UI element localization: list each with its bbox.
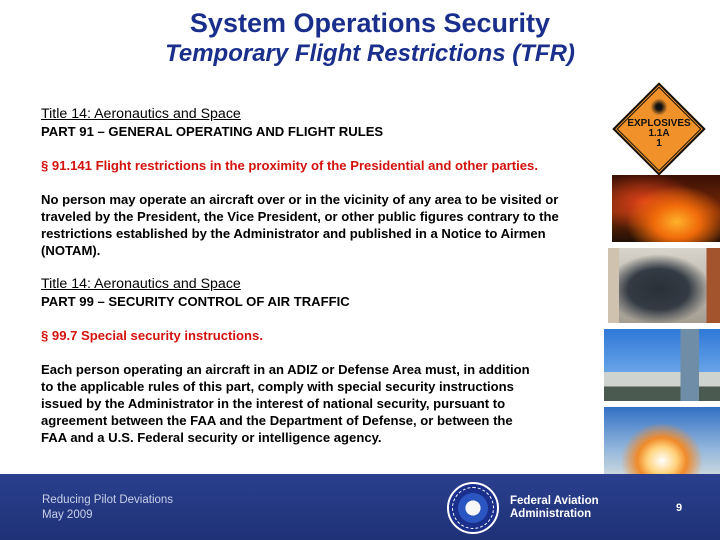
rule-91-141: § 91.141 Flight restrictions in the proximity of the Presidential and other parties.: [41, 158, 538, 173]
explosives-placard-image: [612, 82, 706, 176]
explosion-icon: [648, 98, 670, 116]
faa-name-line2: Administration: [510, 508, 592, 520]
faa-name: [510, 495, 599, 521]
un-building-image: [604, 329, 720, 401]
footer-date: May 2009: [42, 509, 93, 521]
part91-heading: PART 91 – GENERAL OPERATING AND FLIGHT RULES: [41, 124, 384, 139]
rule-99-7-text: Each person operating an aircraft in an ADIZ or Defense Area must, in addition to the applicable rules of this part, comply with special security instructions issued by the Administrator in the interest of national security, pursuant to agreement between the FAA and the Department of Defense, or between the FAA and a U.S. Federal security or intelligence agency.: [41, 362, 530, 445]
footer-presentation-title: Reducing Pilot Deviations: [42, 494, 174, 506]
footer-caption: [42, 493, 173, 523]
explosives-number: 1: [656, 138, 662, 149]
explosives-label: EXPLOSIVES: [627, 118, 691, 129]
faa-name-line1: Federal Aviation: [510, 495, 599, 507]
section-title-part91: Title 14: Aeronautics and Space: [41, 106, 241, 122]
footer-bar: [0, 474, 720, 540]
rocket-launch-image: [604, 407, 720, 474]
explosives-class: 1.1A: [648, 128, 670, 139]
slide-title: System Operations Security: [189, 8, 551, 38]
body-text: [41, 106, 581, 446]
slide-subtitle: Temporary Flight Restrictions (TFR): [165, 40, 575, 67]
wildfire-image: [612, 175, 720, 242]
rule-91-141-text: No person may operate an aircraft over or in the vicinity of any area to be visited or traveled by the President, the Vice President, or other public figures contrary to the restrictions established by the Administrator and published in a Notice to Airmen (NOTAM).: [41, 192, 559, 258]
page-number: 9: [676, 502, 683, 514]
faa-seal-icon: [447, 482, 499, 534]
swat-team-image: [608, 248, 720, 323]
rule-99-7: § 99.7 Special security instructions.: [41, 328, 263, 343]
part99-heading: PART 99 – SECURITY CONTROL OF AIR TRAFFIC: [41, 294, 350, 309]
section-title-part99: Title 14: Aeronautics and Space: [41, 276, 241, 292]
